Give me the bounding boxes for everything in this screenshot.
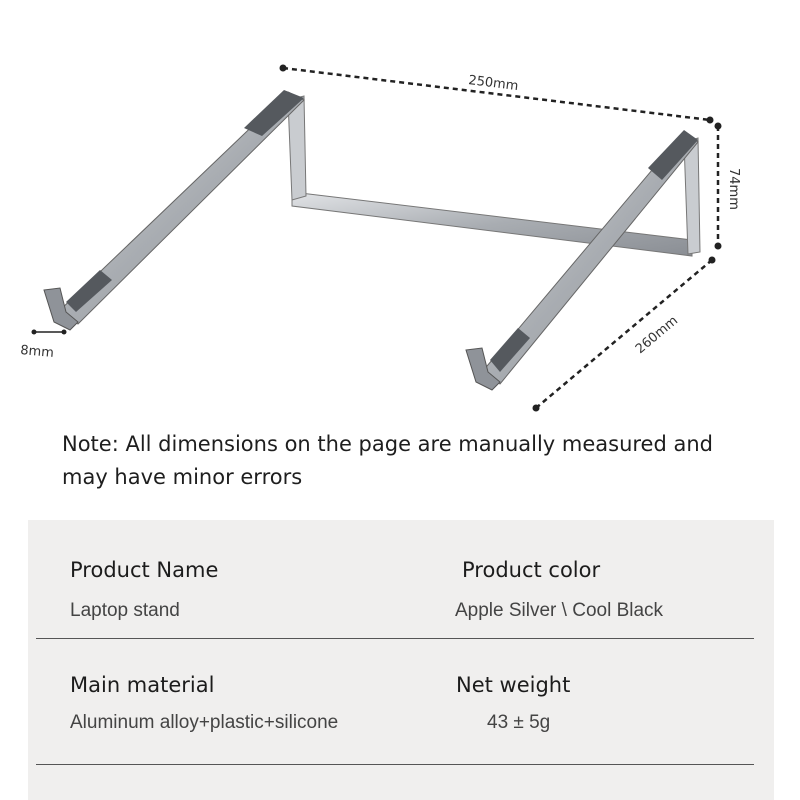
hook-dimension-label: 8mm — [19, 343, 55, 361]
net-weight-value: 43 ± 5g — [487, 712, 551, 733]
width-dimension-label: 250mm — [467, 73, 520, 95]
spec-divider-bottom — [36, 764, 754, 765]
product-name-value: Laptop stand — [70, 600, 180, 621]
spec-divider — [36, 638, 754, 639]
main-material-value: Aluminum alloy+plastic+silicone — [70, 712, 339, 733]
stand-illustration — [44, 90, 700, 390]
net-weight-label: Net weight — [456, 673, 571, 697]
product-color-value: Apple Silver \ Cool Black — [455, 600, 664, 621]
product-color-label: Product color — [462, 558, 601, 582]
main-material-label: Main material — [70, 673, 215, 697]
spec-panel — [28, 520, 774, 800]
height-dimension-label: 74mm — [726, 168, 741, 210]
measurement-note: Note: All dimensions on the page are manually measured and may have minor errors — [62, 432, 713, 489]
depth-dimension-label: 260mm — [632, 313, 681, 358]
product-name-label: Product Name — [70, 558, 219, 582]
